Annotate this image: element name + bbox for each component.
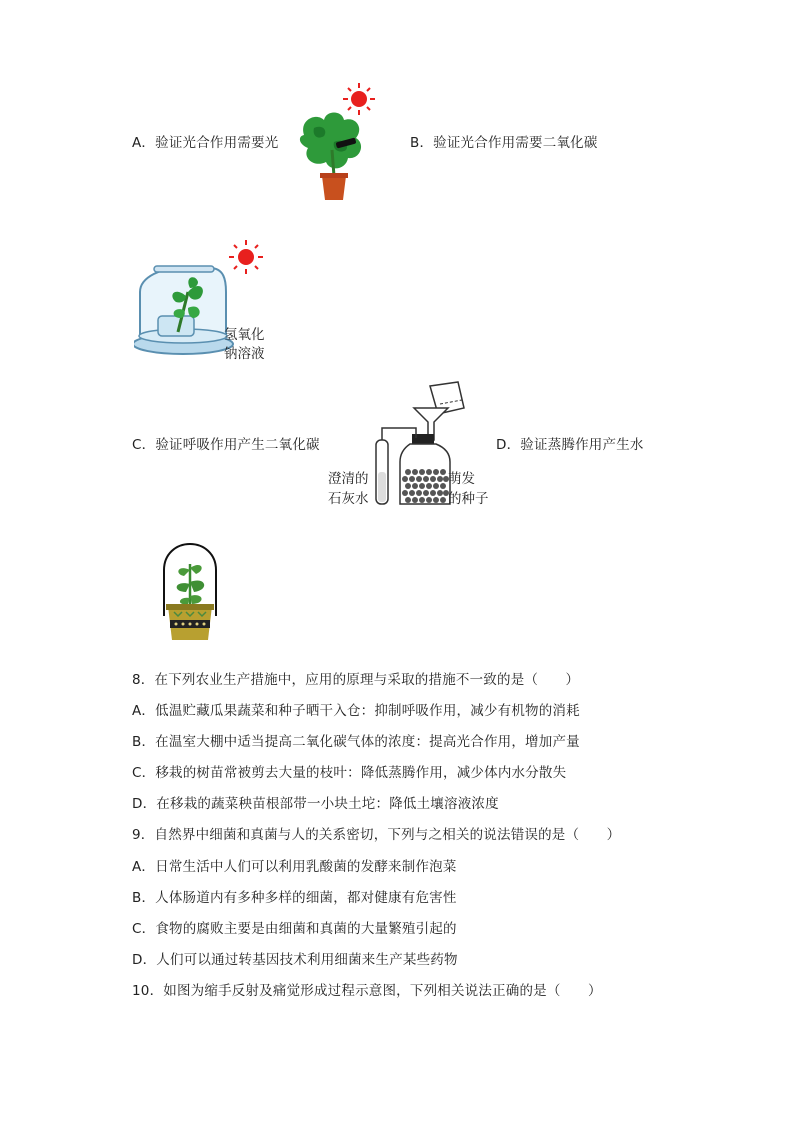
plant-icon — [300, 113, 361, 201]
q9-stem: 9．自然界中细菌和真菌与人的关系密切，下列与之相关的说法错误的是（ ） — [132, 827, 621, 843]
q9-option-c: C．食物的腐败主要是由细菌和真菌的大量繁殖引起的 — [132, 921, 457, 937]
figure-c-right-label-line1: 萌发 — [448, 471, 475, 487]
figure-b-label-line1: 氢氧化 — [224, 327, 265, 343]
option-d-text: D．验证蒸腾作用产生水 — [496, 437, 644, 453]
figure-b-label-line2: 钠溶液 — [224, 346, 265, 362]
figure-c-right-label-line2: 的种子 — [448, 491, 489, 507]
q8-stem: 8．在下列农业生产措施中，应用的原理与采取的措施不一致的是（ ） — [132, 672, 580, 688]
figure-d-bagged-plant — [156, 540, 226, 650]
q9-option-d: D．人们可以通过转基因技术利用细菌来生产某些药物 — [132, 952, 458, 968]
option-b-text: B．验证光合作用需要二氧化碳 — [410, 135, 598, 151]
figure-c-left-label-line1: 澄清的 — [328, 471, 369, 487]
option-c-text: C．验证呼吸作用产生二氧化碳 — [132, 437, 320, 453]
q8-option-b: B．在温室大棚中适当提高二氧化碳气体的浓度：提高光合作用，增加产量 — [132, 734, 580, 750]
q10-stem: 10．如图为缩手反射及痛觉形成过程示意图，下列相关说法正确的是（ ） — [132, 983, 602, 999]
q9-option-b: B．人体肠道内有多种多样的细菌，都对健康有危害性 — [132, 890, 457, 906]
q8-option-a: A．低温贮藏瓜果蔬菜和种子晒干入仓：抑制呼吸作用，减少有机物的消耗 — [132, 703, 580, 719]
sun-icon — [229, 240, 263, 274]
figure-c-left-label-line2: 石灰水 — [328, 491, 369, 507]
q9-option-a: A．日常生活中人们可以利用乳酸菌的发酵来制作泡菜 — [132, 859, 457, 875]
bottle-icon — [400, 434, 450, 504]
q8-option-c: C．移栽的树苗常被剪去大量的枝叶：降低蒸腾作用，减少体内水分散失 — [132, 765, 567, 781]
q8-option-d: D．在移栽的蔬菜秧苗根部带一小块土坨：降低土壤溶液浓度 — [132, 796, 499, 812]
figure-a-plant-with-sun — [294, 80, 378, 204]
sun-icon — [343, 83, 375, 115]
pot-icon — [166, 604, 214, 640]
option-a-text: A．验证光合作用需要光 — [132, 135, 279, 151]
figure-c-seed-apparatus — [372, 380, 468, 508]
